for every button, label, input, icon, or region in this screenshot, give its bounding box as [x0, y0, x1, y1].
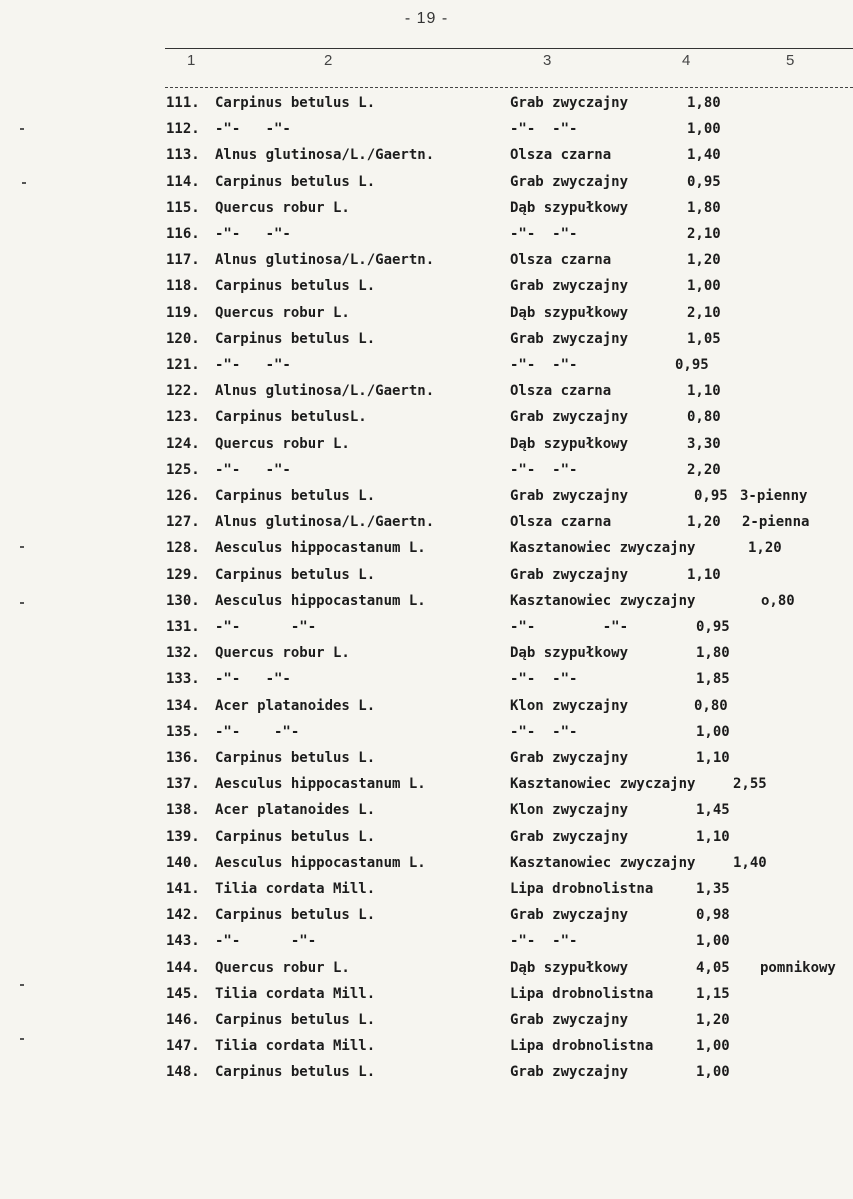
- trunk-value: 1,00: [687, 278, 721, 295]
- margin-mark: [20, 602, 24, 604]
- list-item: [0, 354, 853, 380]
- trunk-value: 1,40: [733, 854, 767, 871]
- latin-name: Tilia cordata Mill.: [215, 985, 376, 1002]
- list-item: [0, 406, 853, 432]
- latin-name: Carpinus betulus L.: [215, 828, 376, 845]
- latin-name: Aesculus hippocastanum L.: [215, 776, 426, 793]
- column-header-2: 2: [324, 52, 333, 69]
- latin-name: Tilia cordata Mill.: [215, 1038, 376, 1055]
- polish-name: Grab zwyczajny: [510, 907, 629, 924]
- list-item: [0, 485, 853, 511]
- polish-name: Grab zwyczajny: [510, 278, 629, 295]
- polish-name: -"- -"-: [510, 723, 578, 740]
- row-note: 3-pienny: [740, 488, 808, 504]
- list-item: [0, 983, 853, 1009]
- trunk-value: 1,40: [687, 147, 721, 164]
- trunk-value: 1,00: [696, 933, 730, 950]
- row-number: 132.: [166, 645, 200, 662]
- list-item: [0, 695, 853, 721]
- row-number: 121.: [166, 357, 200, 373]
- polish-name: Lipa drobnolistna: [510, 985, 654, 1002]
- polish-name: Klon zwyczajny: [510, 802, 629, 819]
- latin-name: Carpinus betulus L.: [215, 278, 376, 295]
- polish-name: Kasztanowiec zwyczajny: [510, 776, 696, 793]
- latin-name: Quercus robur L.: [215, 435, 350, 452]
- polish-name: Olsza czarna: [510, 147, 612, 164]
- trunk-value: 1,10: [696, 828, 730, 845]
- row-number: 127.: [166, 514, 200, 531]
- row-number: 144.: [166, 959, 200, 976]
- row-number: 135.: [166, 723, 200, 740]
- trunk-value: 2,10: [687, 304, 721, 321]
- polish-name: Grab zwyczajny: [510, 488, 629, 504]
- trunk-value: 1,05: [687, 330, 721, 347]
- row-number: 120.: [166, 330, 200, 347]
- margin-mark: [20, 128, 24, 130]
- row-note: 2-pienna: [742, 514, 810, 531]
- list-item: [0, 459, 853, 485]
- row-number: 116.: [166, 226, 200, 242]
- latin-name: Quercus robur L.: [215, 199, 350, 216]
- polish-name: Grab zwyczajny: [510, 566, 629, 583]
- trunk-value: 0,80: [687, 409, 721, 426]
- trunk-value: 1,00: [696, 723, 730, 740]
- row-number: 136.: [166, 750, 200, 766]
- row-number: 129.: [166, 566, 200, 583]
- row-number: 139.: [166, 828, 200, 845]
- latin-name: Acer platanoides L.: [215, 697, 376, 714]
- polish-name: Olsza czarna: [510, 252, 612, 269]
- list-item: [0, 433, 853, 459]
- column-header-4: 4: [682, 52, 691, 69]
- list-item: [0, 275, 853, 301]
- trunk-value: 1,00: [696, 1064, 730, 1081]
- trunk-value: 2,55: [733, 776, 767, 793]
- trunk-value: 1,80: [687, 199, 721, 216]
- latin-name: Aesculus hippocastanum L.: [215, 854, 426, 871]
- latin-name: -"- -"-: [215, 461, 291, 478]
- list-item: [0, 590, 853, 616]
- latin-name: Alnus glutinosa/L./Gaertn.: [215, 514, 435, 531]
- latin-name: Tilia cordata Mill.: [215, 881, 376, 897]
- polish-name: Dąb szypułkowy: [510, 645, 629, 662]
- polish-name: Grab zwyczajny: [510, 750, 629, 766]
- list-item: [0, 249, 853, 275]
- row-number: 143.: [166, 933, 200, 950]
- latin-name: Carpinus betulus L.: [215, 173, 376, 190]
- list-item: [0, 171, 853, 197]
- column-header-5: 5: [786, 52, 795, 69]
- trunk-value: 1,20: [696, 1012, 730, 1028]
- row-number: 145.: [166, 985, 200, 1002]
- polish-name: -"- -"-: [510, 121, 578, 138]
- polish-name: Kasztanowiec zwyczajny: [510, 540, 696, 557]
- latin-name: -"- -"-: [215, 619, 317, 635]
- latin-name: Carpinus betulus L.: [215, 907, 376, 924]
- list-item: [0, 144, 853, 170]
- list-item: [0, 747, 853, 773]
- latin-name: Carpinus betulus L.: [215, 488, 376, 504]
- latin-name: Carpinus betulus L.: [215, 95, 376, 111]
- trunk-value: 0,95: [687, 173, 721, 190]
- row-number: 111.: [166, 95, 200, 111]
- trunk-value: 0,95: [696, 619, 730, 635]
- list-item: [0, 799, 853, 825]
- latin-name: Carpinus betulusL.: [215, 409, 367, 426]
- trunk-value: 0,80: [694, 697, 728, 714]
- latin-name: Carpinus betulus L.: [215, 330, 376, 347]
- column-header-3: 3: [543, 52, 552, 69]
- trunk-value: 1,45: [696, 802, 730, 819]
- list-item: [0, 642, 853, 668]
- list-item: [0, 852, 853, 878]
- trunk-value: 1,00: [687, 121, 721, 138]
- latin-name: Aesculus hippocastanum L.: [215, 540, 426, 557]
- margin-mark: [20, 984, 24, 986]
- polish-name: Kasztanowiec zwyczajny: [510, 592, 696, 609]
- row-number: 117.: [166, 252, 200, 269]
- row-number: 118.: [166, 278, 200, 295]
- trunk-value: 3,30: [687, 435, 721, 452]
- latin-name: Carpinus betulus L.: [215, 1064, 376, 1081]
- row-number: 134.: [166, 697, 200, 714]
- latin-name: Aesculus hippocastanum L.: [215, 592, 426, 609]
- row-number: 148.: [166, 1064, 200, 1081]
- list-item: [0, 197, 853, 223]
- list-item: [0, 826, 853, 852]
- row-number: 130.: [166, 592, 200, 609]
- latin-name: Quercus robur L.: [215, 645, 350, 662]
- list-item: [0, 380, 853, 406]
- latin-name: Alnus glutinosa/L./Gaertn.: [215, 383, 435, 400]
- polish-name: -"- -"-: [510, 461, 578, 478]
- latin-name: -"- -"-: [215, 723, 300, 740]
- trunk-value: 0,98: [696, 907, 730, 924]
- polish-name: -"- -"-: [510, 226, 578, 242]
- polish-name: -"- -"-: [510, 357, 578, 373]
- column-header-1: 1: [187, 52, 196, 69]
- row-number: 146.: [166, 1012, 200, 1028]
- trunk-value: o,80: [761, 592, 795, 609]
- row-number: 142.: [166, 907, 200, 924]
- polish-name: Dąb szypułkowy: [510, 199, 629, 216]
- trunk-value: 2,20: [687, 461, 721, 478]
- table-top-rule: [165, 48, 853, 49]
- trunk-value: 4,05: [696, 959, 730, 976]
- polish-name: -"- -"-: [510, 619, 629, 635]
- row-number: 138.: [166, 802, 200, 819]
- polish-name: Kasztanowiec zwyczajny: [510, 854, 696, 871]
- trunk-value: 0,95: [675, 357, 709, 373]
- polish-name: -"- -"-: [510, 671, 578, 688]
- row-number: 141.: [166, 881, 200, 897]
- polish-name: Olsza czarna: [510, 383, 612, 400]
- trunk-value: 1,20: [687, 514, 721, 531]
- list-item: [0, 721, 853, 747]
- list-item: [0, 1061, 853, 1087]
- trunk-value: 1,20: [687, 252, 721, 269]
- polish-name: Dąb szypułkowy: [510, 304, 629, 321]
- list-item: [0, 957, 853, 983]
- row-number: 115.: [166, 199, 200, 216]
- trunk-value: 1,85: [696, 671, 730, 688]
- latin-name: Carpinus betulus L.: [215, 750, 376, 766]
- polish-name: Lipa drobnolistna: [510, 1038, 654, 1055]
- polish-name: Grab zwyczajny: [510, 330, 629, 347]
- list-item: [0, 1035, 853, 1061]
- row-number: 137.: [166, 776, 200, 793]
- list-item: [0, 930, 853, 956]
- polish-name: Dąb szypułkowy: [510, 959, 629, 976]
- list-item: [0, 564, 853, 590]
- row-number: 114.: [166, 173, 200, 190]
- latin-name: -"- -"-: [215, 121, 291, 138]
- latin-name: Carpinus betulus L.: [215, 1012, 376, 1028]
- polish-name: Klon zwyczajny: [510, 697, 629, 714]
- list-item: [0, 878, 853, 904]
- polish-name: Grab zwyczajny: [510, 1064, 629, 1081]
- table-header-rule: [165, 87, 853, 88]
- list-item: [0, 511, 853, 537]
- latin-name: -"- -"-: [215, 226, 291, 242]
- trunk-value: 2,10: [687, 226, 721, 242]
- trunk-value: 1,10: [687, 383, 721, 400]
- row-number: 113.: [166, 147, 200, 164]
- margin-mark: [20, 1038, 24, 1040]
- row-number: 112.: [166, 121, 200, 138]
- row-number: 131.: [166, 619, 200, 635]
- row-number: 125.: [166, 461, 200, 478]
- row-number: 123.: [166, 409, 200, 426]
- margin-mark: [22, 182, 26, 184]
- row-number: 126.: [166, 488, 200, 504]
- trunk-value: 0,95: [694, 488, 728, 504]
- row-number: 128.: [166, 540, 200, 557]
- latin-name: Quercus robur L.: [215, 959, 350, 976]
- polish-name: Grab zwyczajny: [510, 828, 629, 845]
- row-number: 119.: [166, 304, 200, 321]
- polish-name: -"- -"-: [510, 933, 578, 950]
- latin-name: Acer platanoides L.: [215, 802, 376, 819]
- list-item: [0, 118, 853, 144]
- list-item: [0, 1009, 853, 1035]
- row-note: pomnikowy: [760, 959, 836, 976]
- trunk-value: 1,35: [696, 881, 730, 897]
- latin-name: Alnus glutinosa/L./Gaertn.: [215, 252, 435, 269]
- trunk-value: 1,00: [696, 1038, 730, 1055]
- list-item: [0, 92, 853, 118]
- latin-name: -"- -"-: [215, 671, 291, 688]
- page-number: - 19 -: [404, 10, 449, 27]
- polish-name: Lipa drobnolistna: [510, 881, 654, 897]
- polish-name: Olsza czarna: [510, 514, 612, 531]
- latin-name: Alnus glutinosa/L./Gaertn.: [215, 147, 435, 164]
- list-item: [0, 904, 853, 930]
- latin-name: -"- -"-: [215, 933, 317, 950]
- trunk-value: 1,10: [687, 566, 721, 583]
- trunk-value: 1,15: [696, 985, 730, 1002]
- row-number: 140.: [166, 854, 200, 871]
- row-number: 133.: [166, 671, 200, 688]
- list-item: [0, 223, 853, 249]
- margin-mark: [20, 546, 24, 548]
- polish-name: Dąb szypułkowy: [510, 435, 629, 452]
- list-item: [0, 302, 853, 328]
- list-item: [0, 668, 853, 694]
- list-item: [0, 328, 853, 354]
- polish-name: Grab zwyczajny: [510, 173, 629, 190]
- polish-name: Grab zwyczajny: [510, 409, 629, 426]
- list-item: [0, 773, 853, 799]
- trunk-value: 1,80: [696, 645, 730, 662]
- row-number: 124.: [166, 435, 200, 452]
- row-number: 122.: [166, 383, 200, 400]
- row-number: 147.: [166, 1038, 200, 1055]
- list-item: [0, 537, 853, 563]
- list-item: [0, 616, 853, 642]
- latin-name: Carpinus betulus L.: [215, 566, 376, 583]
- trunk-value: 1,20: [748, 540, 782, 557]
- trunk-value: 1,10: [696, 750, 730, 766]
- polish-name: Grab zwyczajny: [510, 1012, 629, 1028]
- polish-name: Grab zwyczajny: [510, 95, 629, 111]
- latin-name: -"- -"-: [215, 357, 291, 373]
- trunk-value: 1,80: [687, 95, 721, 111]
- latin-name: Quercus robur L.: [215, 304, 350, 321]
